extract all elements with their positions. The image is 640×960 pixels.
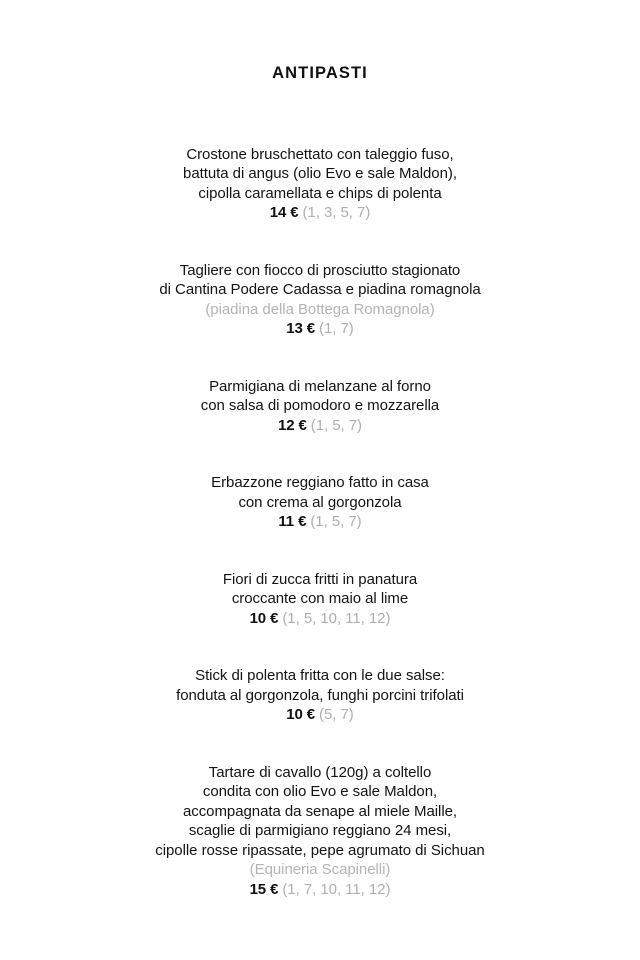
menu-item-allergens: (5, 7) [319, 706, 354, 724]
menu-item-allergens: (1, 3, 5, 7) [302, 204, 371, 222]
menu-item-price: 10 € [286, 706, 316, 724]
menu-item-description-line: Fiori di zucca fritti in panatura [222, 570, 418, 588]
menu-item-price: 12 € [277, 416, 307, 434]
menu-item-description-line: di Cantina Podere Cadassa e piadina romagnola [159, 281, 481, 299]
menu-item [0, 377, 640, 436]
menu-item-price: 13 € [286, 320, 316, 338]
menu-item-description-line: condita con olio Evo e sale Maldon, [202, 783, 438, 801]
menu-item-price-row [0, 609, 640, 629]
menu-item [0, 763, 640, 900]
menu-item-description-line: Erbazzone reggiano fatto in casa [211, 474, 429, 492]
menu-item-description-line: accompagnata da senape al miele Maille, [182, 802, 458, 820]
menu-item-price: 14 € [269, 204, 299, 222]
menu-item-price-row [0, 880, 640, 900]
menu-item [0, 473, 640, 532]
menu-item-price-row [0, 705, 640, 725]
menu-item-list [0, 84, 640, 900]
menu-item-price: 10 € [249, 609, 279, 627]
menu-item-description-line: con crema al gorgonzola [238, 493, 402, 511]
menu-item [0, 666, 640, 725]
menu-item-description-line: Tartare di cavallo (120g) a coltello [208, 763, 432, 781]
menu-item-description-line: con salsa di pomodoro e mozzarella [200, 397, 440, 415]
menu-item-price-row [0, 416, 640, 436]
menu-item-description-line: fonduta al gorgonzola, funghi porcini trifolati [176, 686, 464, 704]
menu-item-price-row [0, 203, 640, 223]
menu-item-description-line: Stick di polenta fritta con le due salse: [195, 667, 445, 685]
menu-item-price-row [0, 512, 640, 532]
menu-item-price: 15 € [249, 880, 279, 898]
menu-item-allergens: (1, 5, 7) [310, 416, 363, 434]
menu-item-description-line: battuta di angus (olio Evo e sale Maldon), [183, 165, 457, 183]
menu-item [0, 145, 640, 223]
menu-item-description-line: croccante con maio al lime [231, 590, 409, 608]
menu-item-description-line: cipolle rosse ripassate, pepe agrumato di Sichuan [155, 841, 485, 859]
menu-item-note: (Equineria Scapinelli) [249, 861, 391, 879]
menu-item-price-row [0, 319, 640, 339]
page-title: ANTIPASTI [272, 64, 368, 82]
menu-item-description-line: Parmigiana di melanzane al forno [209, 377, 431, 395]
menu-item-description-line: Crostone bruschettato con taleggio fuso, [186, 145, 454, 163]
menu-item [0, 570, 640, 629]
menu-item-description-line: scaglie di parmigiano reggiano 24 mesi, [188, 822, 452, 840]
menu-item-price: 11 € [278, 513, 307, 531]
menu-item [0, 261, 640, 339]
menu-item-description-line: Tagliere con fiocco di prosciutto stagionato [179, 261, 461, 279]
menu-item-allergens: (1, 7, 10, 11, 12) [282, 880, 391, 898]
menu-item-allergens: (1, 5, 7) [310, 513, 362, 531]
menu-item-note: (piadina della Bottega Romagnola) [205, 300, 435, 318]
menu-item-allergens: (1, 7) [319, 320, 354, 338]
menu-item-allergens: (1, 5, 10, 11, 12) [282, 609, 391, 627]
menu-item-description-line: cipolla caramellata e chips di polenta [198, 184, 442, 202]
